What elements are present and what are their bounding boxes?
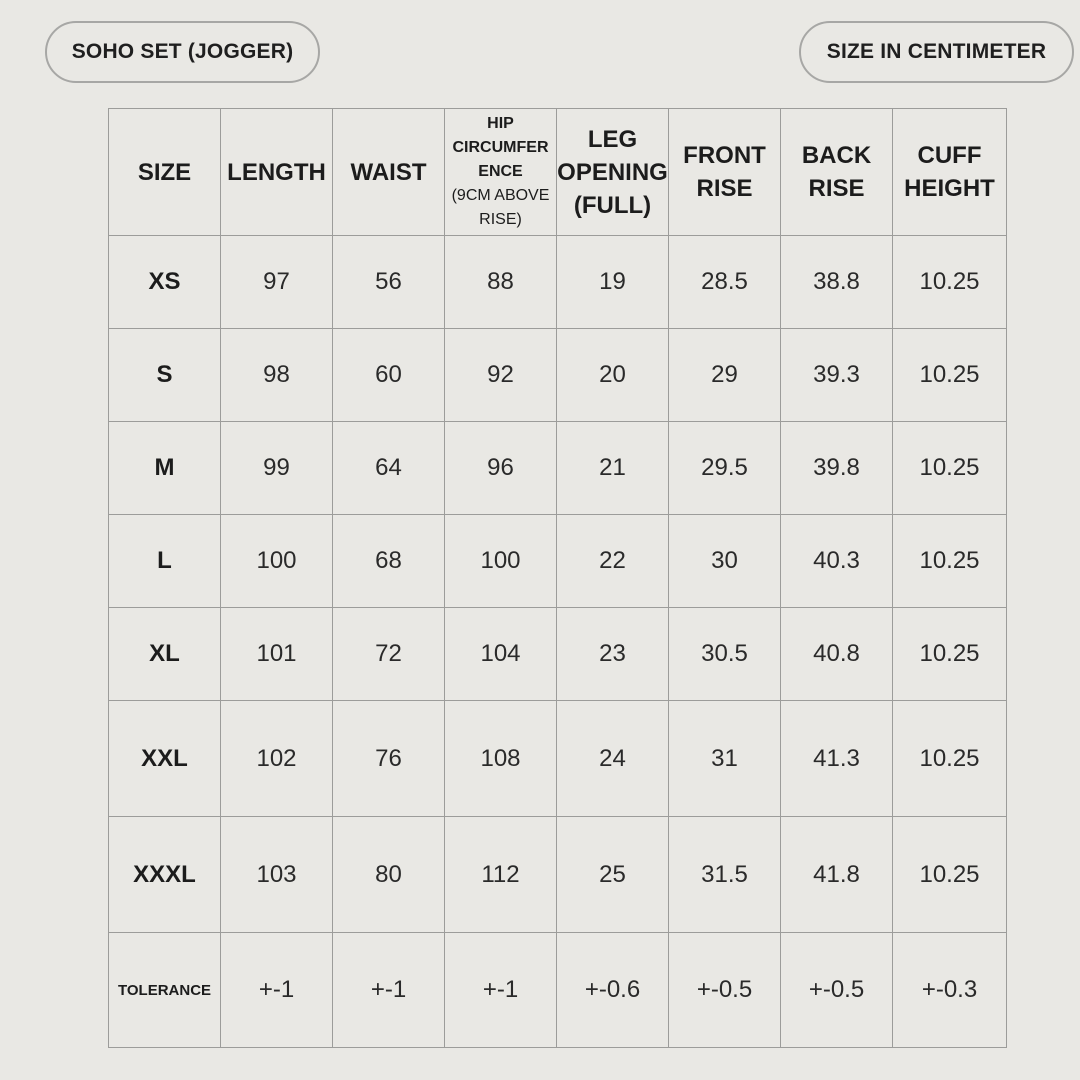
table-row	[109, 608, 1007, 701]
column-header-hip-circumference: HIP CIRCUMFER ENCE (9CM ABOVE RISE)	[445, 109, 557, 236]
waist-cell: 68	[333, 515, 445, 608]
front-rise-cell: 31.5	[669, 817, 781, 933]
hip-tolerance: +-1	[445, 933, 557, 1048]
waist-cell: 64	[333, 422, 445, 515]
hip-cell: 88	[445, 236, 557, 329]
waist-tolerance: +-1	[333, 933, 445, 1048]
front-rise-tolerance: +-0.5	[669, 933, 781, 1048]
tolerance-label: TOLERANCE	[109, 933, 221, 1048]
front-rise-cell: 28.5	[669, 236, 781, 329]
hip-cell: 108	[445, 701, 557, 817]
waist-cell: 80	[333, 817, 445, 933]
waist-cell: 72	[333, 608, 445, 701]
table-header-row	[109, 109, 1007, 236]
size-chart-table	[108, 108, 1007, 1048]
back-rise-cell: 40.3	[781, 515, 893, 608]
column-header-leg-opening: LEG OPENING (FULL)	[557, 109, 669, 236]
leg-opening-cell: 24	[557, 701, 669, 817]
length-cell: 102	[221, 701, 333, 817]
size-cell: S	[109, 329, 221, 422]
leg-opening-cell: 19	[557, 236, 669, 329]
back-rise-cell: 39.8	[781, 422, 893, 515]
front-rise-cell: 30	[669, 515, 781, 608]
cuff-height-cell: 10.25	[893, 329, 1007, 422]
column-header-length: LENGTH	[221, 109, 333, 236]
waist-cell: 56	[333, 236, 445, 329]
hip-cell: 104	[445, 608, 557, 701]
table-row	[109, 817, 1007, 933]
length-cell: 103	[221, 817, 333, 933]
cuff-height-cell: 10.25	[893, 701, 1007, 817]
size-cell: XXXL	[109, 817, 221, 933]
back-rise-cell: 40.8	[781, 608, 893, 701]
front-rise-cell: 29.5	[669, 422, 781, 515]
table-row	[109, 515, 1007, 608]
leg-opening-cell: 21	[557, 422, 669, 515]
cuff-height-cell: 10.25	[893, 515, 1007, 608]
cuff-height-tolerance: +-0.3	[893, 933, 1007, 1048]
unit-label: SIZE IN CENTIMETER	[826, 40, 1047, 63]
front-rise-cell: 30.5	[669, 608, 781, 701]
length-cell: 101	[221, 608, 333, 701]
tolerance-row	[109, 933, 1007, 1048]
hip-cell: 96	[445, 422, 557, 515]
back-rise-cell: 41.3	[781, 701, 893, 817]
table-row	[109, 236, 1007, 329]
hip-measurement-note: (9CM ABOVE	[451, 187, 550, 204]
product-name-label: SOHO SET (JOGGER)	[71, 40, 294, 63]
table-row	[109, 701, 1007, 817]
leg-opening-tolerance: +-0.6	[557, 933, 669, 1048]
length-cell: 100	[221, 515, 333, 608]
back-rise-cell: 38.8	[781, 236, 893, 329]
back-rise-cell: 39.3	[781, 329, 893, 422]
front-rise-cell: 31	[669, 701, 781, 817]
length-cell: 97	[221, 236, 333, 329]
leg-opening-cell: 23	[557, 608, 669, 701]
front-rise-cell: 29	[669, 329, 781, 422]
length-cell: 99	[221, 422, 333, 515]
length-cell: 98	[221, 329, 333, 422]
column-header-waist: WAIST	[333, 109, 445, 236]
hip-cell: 112	[445, 817, 557, 933]
column-header-front-rise: FRONT RISE	[669, 109, 781, 236]
unit-badge	[799, 21, 1074, 83]
back-rise-tolerance: +-0.5	[781, 933, 893, 1048]
waist-cell: 76	[333, 701, 445, 817]
table-row	[109, 422, 1007, 515]
column-header-cuff-height: CUFF HEIGHT	[893, 109, 1007, 236]
leg-opening-cell: 22	[557, 515, 669, 608]
cuff-height-cell: 10.25	[893, 422, 1007, 515]
size-cell: XL	[109, 608, 221, 701]
size-cell: XS	[109, 236, 221, 329]
column-header-size: SIZE	[109, 109, 221, 236]
leg-opening-cell: 25	[557, 817, 669, 933]
cuff-height-cell: 10.25	[893, 817, 1007, 933]
hip-cell: 92	[445, 329, 557, 422]
cuff-height-cell: 10.25	[893, 236, 1007, 329]
waist-cell: 60	[333, 329, 445, 422]
leg-opening-cell: 20	[557, 329, 669, 422]
length-tolerance: +-1	[221, 933, 333, 1048]
cuff-height-cell: 10.25	[893, 608, 1007, 701]
column-header-back-rise: BACK RISE	[781, 109, 893, 236]
size-cell: L	[109, 515, 221, 608]
back-rise-cell: 41.8	[781, 817, 893, 933]
size-cell: M	[109, 422, 221, 515]
hip-cell: 100	[445, 515, 557, 608]
table-row	[109, 329, 1007, 422]
product-name-badge	[45, 21, 320, 83]
size-cell: XXL	[109, 701, 221, 817]
